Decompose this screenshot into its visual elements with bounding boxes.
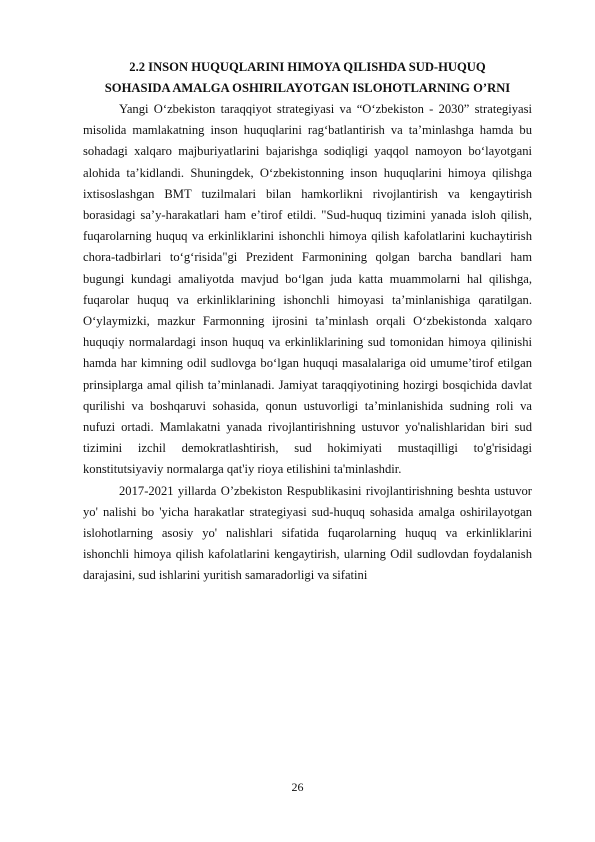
body-paragraph-1: Yangi O‘zbekiston taraqqiyot strategiyasi va “O‘zbekiston - 2030” strategiyasi misolida mamlakatning inson huquqlarini rag‘batlantirish va ta’minlashga hamda bu sohadagi xalqaro majburiyatlarini bajarishga sodiqligi yaqqol namoyon bo‘layotgani alohida ta’kidlandi. Shuningdek, O‘zbekistonning inson huquqlarini himoya qilishga ixtisoslashgan BMT tuzilmalari bilan hamkorlikni rivojlantirish va kengaytirish borasidagi sa’y-harakatlari ham e’tirof etildi. "Sud-huquq tizimini yanada isloh qilish, fuqarolarning huquq va erkinliklarini ishonchli himoya qilish kafolatlarini kuchaytirish chora-tadbirlari to‘g‘risida"gi Prezident Farmonining qolgan barcha bandlari ham bugungi kundagi amaliyotda mavjud bo‘lgan juda katta muammolarni hal qilishga, fuqarolar huquq va erkinliklarining ishonchli himoyasi ta’minlanishiga qaratilgan. O‘ylaymizki, mazkur Farmonning ijrosini ta’minlash orqali O‘zbekistonda xalqaro huquqiy normalardagi inson huquq va erkinliklarining sud tomonidan himoya qilinishi hamda har kimning odil sudlovga bo‘lgan huquqi masalalariga oid umume’tirof etilgan prinsiplarga amal qilish ta’minlanadi. Jamiyat taraqqiyotining hozirgi bosqichida davlat qurilishi va boshqaruvi sohasida, qonun ustuvorligi ta’minlanishida sudning roli va nufuzi ortadi. Mamlakatni yanada rivojlantirishning ustuvor yo'nalishlaridan biri sud tizimini izchil demokratlashtirish, sud hokimiyati mustaqilligi to'g'risidagi konstitutsiyaviy normalarga qat'iy rioya etilishini ta'minlashdir. — [83, 102, 532, 477]
section-heading-line-2: SOHASIDA AMALGA OSHIRILAYOTGAN ISLOHOTLARNING O’RNI — [104, 81, 511, 95]
section-heading-line-1: 2.2 INSON HUQUQLARINI HIMOYA QILISHDA SUD-HUQUQ — [129, 60, 486, 74]
body-paragraph-2: 2017-2021 yillarda O’zbekiston Respublikasini rivojlantirishning beshta ustuvor yo' nalishi bo 'yicha harakatlar strategiyasi sud-huquq sohasida amalga oshirilayotgan islohotlarning asosiy yo' nalishlari sifatida fuqarolarning huquq va erkinliklarini ishonchli himoya qilish kafolatlarini kengaytirish, ularning Odil sudlovdan foydalanish darajasini, sud ishlarini yuritish samaradorligi va sifatini — [83, 483, 532, 583]
document-page — [83, 56, 532, 587]
page-number: 26 — [291, 780, 304, 794]
section-heading — [83, 56, 532, 99]
